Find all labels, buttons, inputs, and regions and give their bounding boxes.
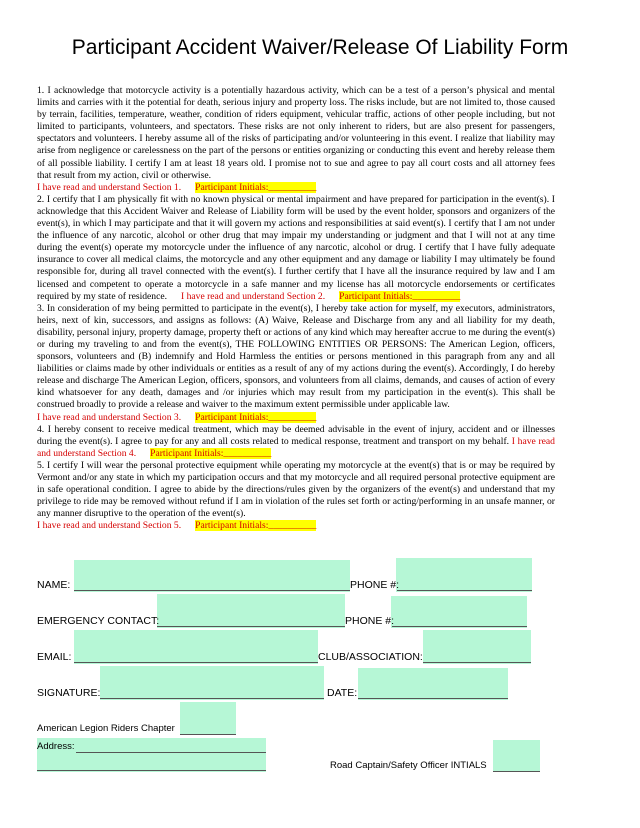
section-1-ack: I have read and understand Section 1. (37, 181, 182, 193)
address-line-2 (37, 759, 266, 771)
section-2-body: 2. I certify that I am physically fit with no known physical or mental impairment and have prepared for participation in the event(s). I acknowledge that this Accident Waiver and Release of Liability form will be used by the event holder, sponsors and organizers of the event(s), in which I may participate and that it will govern my actions and responsibilities at said event(s). I certify that I am not under the influence of any narcotic, alcohol or other drug that may impair my understanding or judgment and that I will not at any time during the event(s) operate my motorcycle under the influence of any narcotic, alcohol or drug. I certify that I have fully adequate insurance to cover all medical claims, the motorcycle and any other equipment and any damage or liability I may ultimately be found responsible for, during all travel connected with the event(s). I further certify that I have all the insurance required by law and I am licensed and competent to operate a motorcycle in a safe manner and my license has all motorcycle endorsements or certificates required by my state of residence. (37, 193, 555, 302)
chapter-label: American Legion Riders Chapter (37, 723, 175, 734)
section-4-initials[interactable]: Participant Initials:__________ (150, 447, 272, 459)
club-line (423, 651, 531, 663)
section-1-text: 1. I acknowledge that motorcycle activity is a potentially hazardous activity, which can be a test of a person’s physical and mental limits and carries with it the potential for death, serious injury and property loss. The risks include, but are not limited to, those caused by terrain, facilities, temperature, weather, condition of riders equipment, vehicular traffic, actions of other people including, but not limited to participants, volunteers, and spectators. These risks are not only inherent to riders, but are also present for passengers, spectators and volunteers. I hereby assume all of the risks of participating and/or volunteering in this event. I realize that liability may arise from negligence or carelessness on the part of the persons or entities organizing or conducting this event and hereby release them of all possible liability. I certify I am at least 18 years old. I promise not to sue and agree to pay all court costs and all attorney fees that result from my action, civil or otherwise. (37, 85, 555, 181)
road-captain-line (493, 760, 540, 772)
section-2-text (37, 194, 555, 303)
address-line (76, 741, 266, 753)
signature-line (100, 687, 324, 699)
road-captain-label: Road Captain/Safety Officer INTIALS (330, 760, 487, 771)
date-label: DATE: (327, 687, 358, 699)
section-1-initials[interactable]: Participant Initials:__________ (195, 181, 317, 193)
email-line (74, 651, 318, 663)
section-5-ack-line (37, 520, 555, 532)
phone-line (397, 579, 532, 591)
section-5-ack: I have read and understand Section 5. (37, 520, 182, 532)
chapter-line (180, 723, 236, 735)
signature-label: SIGNATURE: (37, 687, 101, 699)
phone2-line (392, 615, 527, 627)
section-4-body: 4. I hereby consent to receive medical treatment, which may be deemed advisable in the event of injury, accident and or illnesses during the event(s). I agree to pay for any and all costs related to medical response, treatment and transport on my behalf. (37, 423, 555, 447)
phone-label: PHONE #: (350, 579, 400, 591)
section-5-text: 5. I certify I will wear the personal protective equipment while operating my motorcycle at the event(s) that is or may be required by Vermont and/or any state in which my participation occurs and that my motorcycle and all required personal protective equipment are in safe operational condition. I agree to abide by the directions/rules given by the organizers of the event(s) and understand that my privilege to ride may be removed without refund if I am in violation of the rules set forth or acting/performing in an unsafe manner, or any manner disruptive to the operation of the event(s). (37, 459, 555, 520)
section-4-ack: I have read and understand Section 4. (37, 435, 555, 459)
name-label: NAME: (37, 579, 71, 591)
section-5-initials[interactable]: Participant Initials:__________ (195, 520, 317, 532)
club-label: CLUB/ASSOCIATION: (318, 651, 423, 663)
phone2-label: PHONE #: (345, 615, 395, 627)
section-3-text: 3. In consideration of my being permitted to participate in the event(s), I hereby take action for myself, my executors, administrators, heirs, next of kin, successors, and assigns as follows: (A) Waive, Release and Discharge from any and all liability for my death, disability, personal injury, property damage, property theft or actions of any kind which may hereafter accrue to me during the event(s) or during my traveling to and from the event(s), THE FOLLOWING ENTITIES OR PERSONS: The American Legion, officers, sponsors, volunteers and (B) indemnify and Hold Harmless the entities or persons mentioned in this paragraph from any and all liabilities or claims made by other individuals or entities as a result of any of my actions during the event(s). Accordingly, I do hereby release and discharge The American Legion, officers, sponsors, and volunteers from all claims, demands, and causes of action of every kind whatsoever for any death, damages and /or injuries which may result from my participation in the event(s). This shall be construed broadly to provide a release and waiver to the maximum extent permissible under applicable law. (37, 302, 555, 411)
form-title: Participant Accident Waiver/Release Of Liability Form (71, 36, 569, 59)
waiver-body (37, 85, 555, 532)
section-4-text (37, 424, 555, 460)
emergency-line (157, 615, 345, 627)
address-label: Address: (37, 741, 75, 752)
section-3-ack: I have read and understand Section 3. (37, 411, 182, 423)
email-label: EMAIL: (37, 651, 72, 663)
section-3-ack-line (37, 412, 555, 424)
emergency-label: EMERGENCY CONTACT: (37, 615, 160, 627)
section-2-ack: I have read and understand Section 2. (181, 290, 326, 302)
section-3-initials[interactable]: Participant Initials:__________ (195, 411, 317, 423)
section-1-ack-line (37, 182, 555, 194)
section-2-initials[interactable]: Participant Initials:__________ (339, 290, 461, 302)
date-line (358, 687, 508, 699)
name-line (74, 579, 350, 591)
